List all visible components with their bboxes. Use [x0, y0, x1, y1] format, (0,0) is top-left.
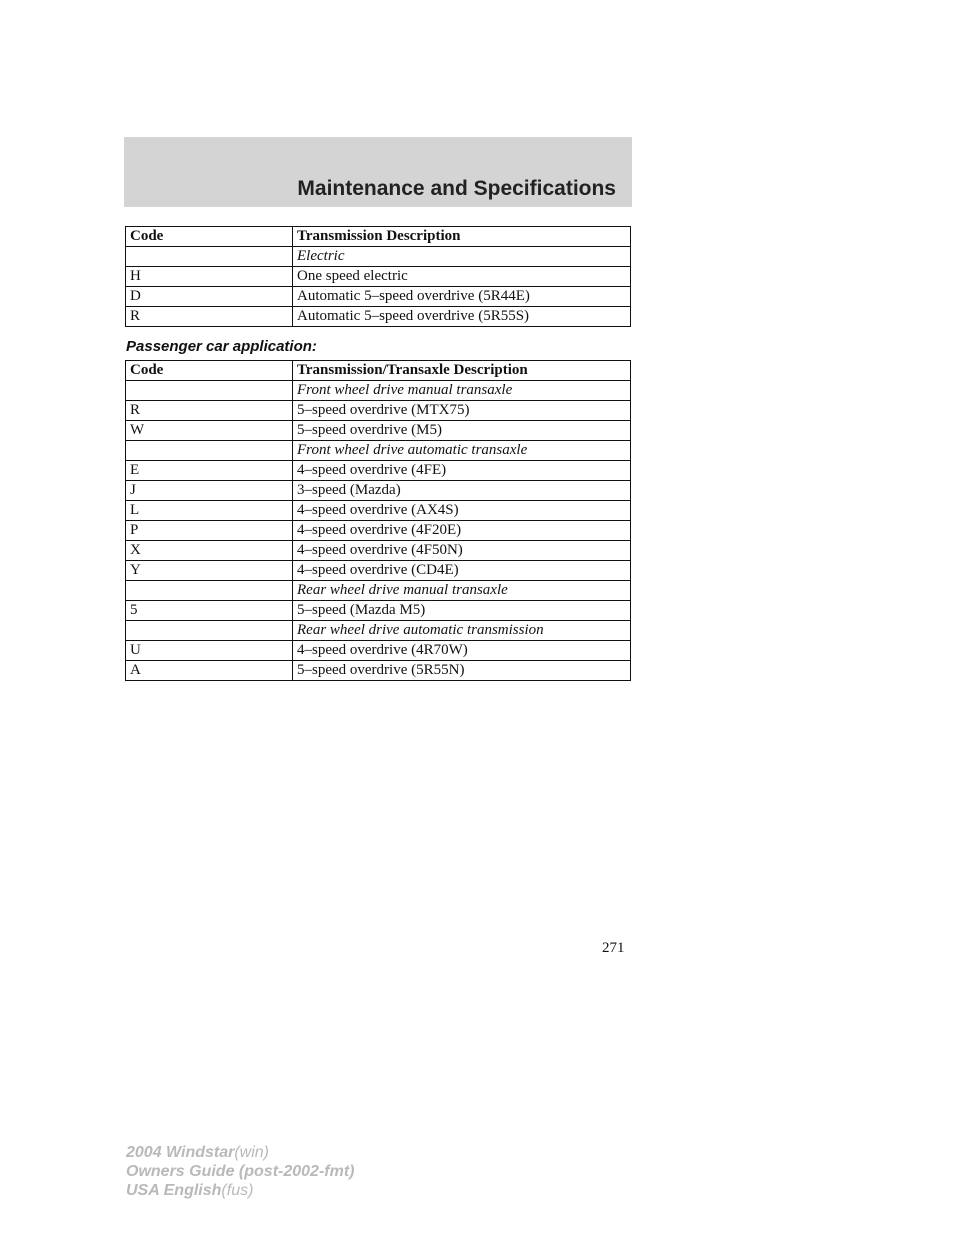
cell-code: Y — [126, 561, 293, 581]
cell-description: 4–speed overdrive (4FE) — [293, 461, 631, 481]
cell-code: X — [126, 541, 293, 561]
transaxle-code-table — [125, 360, 631, 681]
table-subheader-row — [126, 247, 631, 267]
table-header-row — [126, 361, 631, 381]
page-number: 271 — [602, 940, 625, 956]
table-row — [126, 601, 631, 621]
cell-description: Electric — [293, 247, 631, 267]
cell-code — [126, 381, 293, 401]
table-row — [126, 501, 631, 521]
table-row — [126, 641, 631, 661]
cell-code: R — [126, 401, 293, 421]
footer-line-1 — [126, 1143, 354, 1162]
cell-description: 4–speed overdrive (AX4S) — [293, 501, 631, 521]
cell-code — [126, 247, 293, 267]
table-row — [126, 661, 631, 681]
column-header-description: Transmission Description — [293, 227, 631, 247]
cell-description: Front wheel drive automatic transaxle — [293, 441, 631, 461]
cell-description: 5–speed overdrive (5R55N) — [293, 661, 631, 681]
table-row — [126, 307, 631, 327]
column-header-description: Transmission/Transaxle Description — [293, 361, 631, 381]
cell-description: Front wheel drive manual transaxle — [293, 381, 631, 401]
table-row — [126, 267, 631, 287]
cell-code: R — [126, 307, 293, 327]
cell-description: 5–speed overdrive (MTX75) — [293, 401, 631, 421]
cell-code: W — [126, 421, 293, 441]
cell-code: H — [126, 267, 293, 287]
table-row — [126, 461, 631, 481]
cell-description: 5–speed (Mazda M5) — [293, 601, 631, 621]
cell-code: D — [126, 287, 293, 307]
cell-code — [126, 621, 293, 641]
cell-code — [126, 441, 293, 461]
table-row — [126, 561, 631, 581]
footer-line-3 — [126, 1181, 354, 1200]
cell-description: 4–speed overdrive (CD4E) — [293, 561, 631, 581]
cell-code: P — [126, 521, 293, 541]
table-row — [126, 541, 631, 561]
cell-description: 4–speed overdrive (4F50N) — [293, 541, 631, 561]
table-subheader-row — [126, 621, 631, 641]
table-header-row — [126, 227, 631, 247]
cell-description: Automatic 5–speed overdrive (5R55S) — [293, 307, 631, 327]
footer-language: USA English — [126, 1182, 222, 1199]
footer-model-code: (win) — [234, 1144, 270, 1161]
cell-description: Rear wheel drive manual transaxle — [293, 581, 631, 601]
cell-code: 5 — [126, 601, 293, 621]
column-header-code: Code — [126, 361, 293, 381]
section-label: Passenger car application: — [126, 338, 317, 355]
table-body — [126, 381, 631, 681]
cell-description: Automatic 5–speed overdrive (5R44E) — [293, 287, 631, 307]
table-row — [126, 287, 631, 307]
footer-language-code: (fus) — [221, 1182, 254, 1199]
table-row — [126, 421, 631, 441]
cell-code: L — [126, 501, 293, 521]
cell-code: A — [126, 661, 293, 681]
cell-code: E — [126, 461, 293, 481]
footer-line-2 — [126, 1162, 354, 1181]
cell-code: J — [126, 481, 293, 501]
table-subheader-row — [126, 441, 631, 461]
cell-description: 4–speed overdrive (4F20E) — [293, 521, 631, 541]
table-row — [126, 401, 631, 421]
document-footer — [126, 1143, 354, 1200]
section-header-band — [124, 137, 632, 207]
cell-code: U — [126, 641, 293, 661]
cell-description: 3–speed (Mazda) — [293, 481, 631, 501]
table-row — [126, 481, 631, 501]
table-subheader-row — [126, 381, 631, 401]
cell-code — [126, 581, 293, 601]
cell-description: 5–speed overdrive (M5) — [293, 421, 631, 441]
table-row — [126, 521, 631, 541]
cell-description: 4–speed overdrive (4R70W) — [293, 641, 631, 661]
column-header-code: Code — [126, 227, 293, 247]
table-subheader-row — [126, 581, 631, 601]
table-body — [126, 247, 631, 327]
transmission-code-table — [125, 226, 631, 327]
footer-guide: Owners Guide (post-2002-fmt) — [126, 1163, 355, 1180]
section-title: Maintenance and Specifications — [297, 177, 616, 200]
cell-description: Rear wheel drive automatic transmission — [293, 621, 631, 641]
footer-model: 2004 Windstar — [126, 1144, 235, 1161]
cell-description: One speed electric — [293, 267, 631, 287]
